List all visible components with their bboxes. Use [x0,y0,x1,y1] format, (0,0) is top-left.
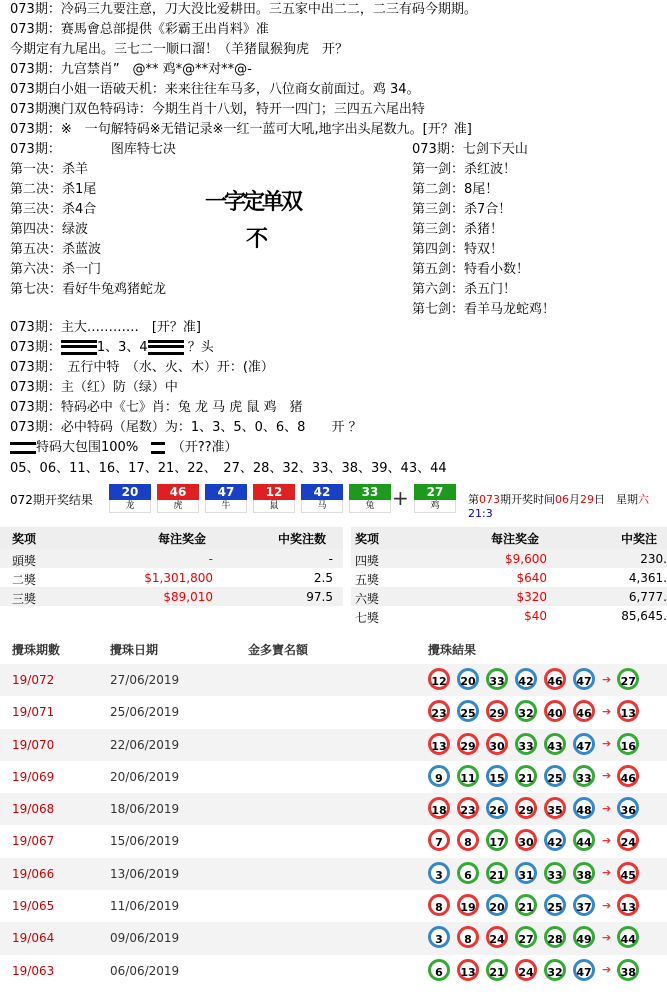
result-ball: 47 牛 [205,484,247,512]
prize-row: 五獎 $640 4,361. [355,571,667,587]
special-number-ball: 36 [617,797,639,819]
number-ball: 29 [515,797,537,819]
history-row [0,664,667,696]
left-tip: 第七决：看好牛兔鸡猪蛇龙 [10,282,167,297]
number-ball: 8 [428,894,450,916]
number-ball: 24 [486,926,508,948]
left-tips [10,140,176,300]
prize-row: 二獎 $1,301,800 2.5 [12,571,333,587]
special-number-ball: 16 [617,733,639,755]
history-row [0,890,667,922]
mid-line-5: 073期：特码必中《七》肖：兔 龙 马 虎 鼠 鸡 猪 [10,400,303,415]
text-line-4: 073期：九宫禁肖” @** 鸡*@**对**@- [10,62,252,77]
number-ball: 17 [486,829,508,851]
number-ball: 21 [515,765,537,787]
draw-balls [428,862,646,884]
number-ball: 3 [428,926,450,948]
number-ball: 18 [428,797,450,819]
right-tip: 第三剑：杀7合！ [412,202,512,217]
number-ball: 37 [573,894,595,916]
draw-date: 27/06/2019 [110,673,180,687]
special-number-ball: 44 [617,926,639,948]
right-tip: 第三剑：杀猪！ [412,222,504,237]
right-tip: 第七剑：看羊马龙蛇鸡！ [412,302,556,317]
number-ball: 33 [515,733,537,755]
number-ball: 21 [486,862,508,884]
mid-line-4: 073期：主（红）防（绿）中 [10,380,178,395]
number-ball: 6 [457,862,479,884]
arrow-right-icon: ➔ [602,930,612,944]
number-ball: 7 [428,829,450,851]
draw-period[interactable]: 19/069 [12,769,55,784]
single-double-answer: 不 [246,226,269,252]
arrow-right-icon: ➔ [602,898,612,912]
mid-line-1: 073期：主大………… [开？准] [10,320,201,335]
right-tips [412,140,555,320]
special-number-ball: 24 [617,829,639,851]
text-line-5: 073期白小姐一语破天机：来来往往车马多，八位商女前面过。鸡 34。 [10,82,420,97]
draw-period[interactable]: 19/068 [12,802,55,817]
bars-icon [10,442,36,454]
draw-balls [428,829,646,851]
draw-balls [428,894,646,916]
number-ball: 27 [515,926,537,948]
number-ball: 26 [486,797,508,819]
draw-date: 11/06/2019 [110,899,180,914]
special-ball: 27 鸡 [414,484,456,512]
prize-table-right [351,527,667,625]
number-ball: 13 [428,733,450,755]
bars-icon [61,340,97,355]
left-tip: 第一决：杀羊 [10,162,89,177]
draw-date: 06/06/2019 [110,963,180,978]
arrow-right-icon: ➔ [602,737,612,751]
number-ball: 23 [457,797,479,819]
draw-period[interactable]: 19/067 [12,834,55,849]
number-ball: 8 [457,829,479,851]
special-number-ball: 13 [617,894,639,916]
arrow-right-icon: ➔ [602,769,612,783]
history-row [0,825,667,857]
number-ball: 33 [486,668,508,690]
draw-period[interactable]: 19/064 [12,931,55,946]
draw-result-strip [10,484,667,520]
next-draw-time: 第073期开奖时间06月29日 星期六21:3 [468,493,649,520]
number-ball: 42 [544,829,566,851]
number-ball: 30 [486,733,508,755]
left-tips-title: 073期： 图库特七决 [10,142,176,157]
right-tip: 第五剑：特看小数！ [412,262,530,277]
arrow-right-icon: ➔ [602,833,612,847]
mid-line-7: 特码大包围100% （开??准） [10,438,238,458]
number-ball: 3 [428,862,450,884]
arrow-right-icon: ➔ [602,963,612,977]
number-ball: 47 [573,959,595,981]
draw-balls [428,700,646,722]
number-ball: 24 [515,959,537,981]
right-tip: 第六剑：杀五门！ [412,282,517,297]
number-ball: 46 [544,668,566,690]
number-ball: 23 [428,700,450,722]
special-number-ball: 46 [617,765,639,787]
number-ball: 15 [486,765,508,787]
number-ball: 25 [544,894,566,916]
draw-date: 13/06/2019 [110,866,180,881]
number-ball: 29 [486,700,508,722]
number-ball: 25 [544,765,566,787]
text-line-2: 073期：赛馬會总部提供《彩霸王出肖料》准 [10,22,269,37]
draw-balls [428,668,646,690]
arrow-right-icon: ➔ [602,866,612,880]
number-ball: 32 [544,959,566,981]
number-ball: 46 [573,700,595,722]
number-ball: 33 [573,765,595,787]
history-row [0,793,667,825]
number-ball: 8 [457,926,479,948]
number-ball: 29 [457,733,479,755]
special-number-ball: 45 [617,862,639,884]
special-number-ball: 38 [617,959,639,981]
history-row [0,696,667,728]
mid-line-2: 073期： 1、3、4 ？头 [10,340,214,355]
draw-period[interactable]: 19/065 [12,899,55,914]
mid-line-6: 073期：必中特码（尾数）为：1、3、5、0、6、8 开 ？ [10,420,362,435]
draw-result-label: 072期开奖结果 [10,493,93,507]
arrow-right-icon: ➔ [602,704,612,718]
number-ball: 44 [573,829,595,851]
prize-table-left [0,527,343,606]
left-tip: 第三决：杀4合 [10,202,97,217]
history-row [0,922,667,954]
draw-period[interactable]: 19/063 [12,963,55,978]
prize-table-header: 奖项 每注奖金 中奖注 [351,527,667,549]
number-ball: 20 [457,668,479,690]
text-line-6: 073期澳门双色特码诗：今期生肖十八划，特开一四门；三四五六尾出特 [10,102,425,117]
special-number-ball: 13 [617,700,639,722]
number-ball: 13 [457,959,479,981]
draw-balls [428,926,646,948]
number-ball: 12 [428,668,450,690]
number-ball: 28 [544,926,566,948]
number-ball: 31 [515,862,537,884]
history-row [0,955,667,987]
history-row [0,729,667,761]
draw-balls [428,765,646,787]
text-line-7: 073期：※ 一句解特码※无错记录※一红一蓝可大吼,地字出头尾数九。[开？准] [10,122,472,137]
left-tip: 第二决：杀1尾 [10,182,97,197]
draw-date: 25/06/2019 [110,705,180,720]
bars-icon [151,442,165,454]
draw-balls [428,733,646,755]
number-ball: 42 [515,668,537,690]
number-ball: 49 [573,926,595,948]
draw-date: 09/06/2019 [110,931,180,946]
number-ball: 21 [515,894,537,916]
draw-date: 15/06/2019 [110,834,180,849]
right-tip: 第二剑：8尾！ [412,182,499,197]
number-ball: 6 [428,959,450,981]
number-ball: 32 [515,700,537,722]
number-ball: 19 [457,894,479,916]
draw-date: 18/06/2019 [110,802,180,817]
draw-date: 22/06/2019 [110,737,180,752]
draw-history-table [0,634,667,987]
left-tip: 第四决：绿波 [10,222,89,237]
draw-period[interactable]: 19/072 [12,673,55,687]
number-ball: 33 [544,862,566,884]
mid-line-3: 073期： 五行中特 （水、火、木）开：(准） [10,360,274,375]
number-ball: 47 [573,733,595,755]
prize-row: 六獎 $320 6,777. [351,587,667,606]
number-ball: 21 [486,959,508,981]
arrow-right-icon: ➔ [602,672,612,686]
right-tip: 第四剑：特双！ [412,242,504,257]
special-number-ball: 27 [617,668,639,690]
history-row [0,858,667,890]
number-ball: 11 [457,765,479,787]
draw-balls [428,959,646,981]
text-line-3: 今期定有九尾出。三七二一顺口溜！（羊猪鼠猴狗虎 开？ [10,42,349,57]
result-ball: 46 虎 [157,484,199,512]
number-ball: 47 [573,668,595,690]
prize-row: 三獎 $89,010 97.5 [0,587,343,606]
prize-row: 頭獎 - - [0,549,343,568]
right-tip: 第一剑：杀红波！ [412,162,517,177]
number-ball: 35 [544,797,566,819]
history-header: 攪珠期數 攪珠日期 金多寶名額 攪珠結果 [12,643,477,657]
bars-icon [148,340,184,355]
draw-balls [428,797,646,819]
result-ball: 42 马 [301,484,343,512]
prize-row: 七獎 $40 85,645. [355,609,667,625]
number-ball: 40 [544,700,566,722]
number-ball: 30 [515,829,537,851]
plus-icon: + [392,486,409,510]
draw-period[interactable]: 19/070 [12,737,55,752]
text-line-1: 073期：冷码三九要注意，刀大没比爱耕田。三五家中出二二，二三有码今期期。 [10,2,477,17]
left-tip: 第六决：杀一门 [10,262,102,277]
result-ball: 12 鼠 [253,484,295,512]
left-tip: 第五决：杀蓝波 [10,242,102,257]
result-ball: 33 兔 [349,484,391,512]
number-ball: 48 [573,797,595,819]
arrow-right-icon: ➔ [602,801,612,815]
draw-period[interactable]: 19/071 [12,705,55,720]
single-double-title: 一字定单双 [205,189,301,215]
number-ball: 9 [428,765,450,787]
prize-table-header: 奖项 每注奖金 中奖注数 [0,527,343,549]
draw-date: 20/06/2019 [110,769,180,784]
history-row [0,761,667,793]
draw-period[interactable]: 19/066 [12,866,55,881]
mid-line-8: 05、06、11、16、17、21、22、 27、28、32、33、38、39、43、44 [10,461,447,476]
number-ball: 20 [486,894,508,916]
number-ball: 25 [457,700,479,722]
right-tips-title: 073期：七剑下天山 [412,142,528,157]
number-ball: 43 [544,733,566,755]
prize-row: 四獎 $9,600 230. [351,549,667,568]
number-ball: 38 [573,862,595,884]
result-ball: 20 龙 [109,484,151,512]
